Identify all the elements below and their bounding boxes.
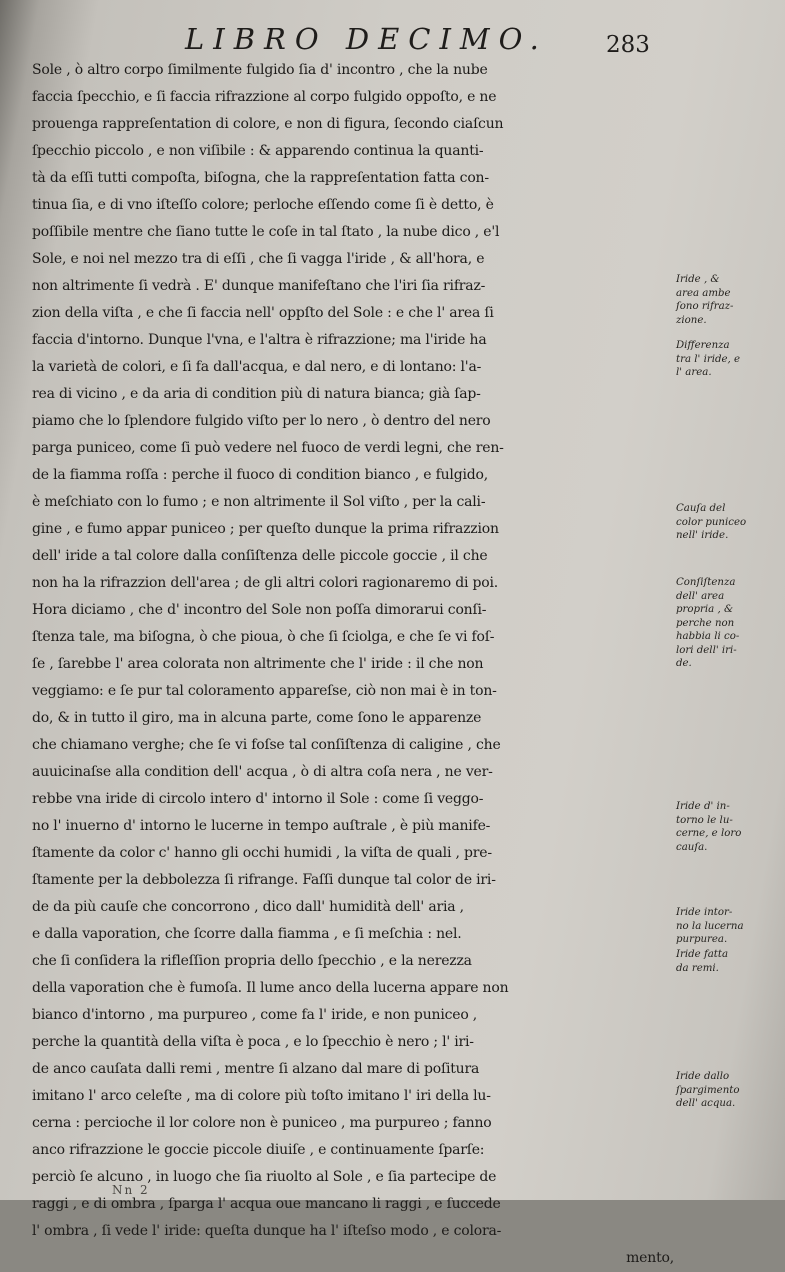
margin-note-line: purpurea. — [676, 934, 728, 945]
text-line: cerna : percioche il lor colore non è puniceo , ma purpureo ; fanno — [32, 1115, 492, 1131]
margin-note-line: Cauſa del — [676, 503, 726, 514]
margin-note-line: ſpargimento — [676, 1084, 740, 1096]
margin-note-line: color puniceo — [676, 516, 747, 528]
text-line: rebbe vna iride di circolo intero d' intorno il Sole : come ſi veggo- — [32, 791, 484, 807]
page-header — [0, 14, 785, 58]
text-line: dell' iride a tal colore dalla conſiſtenza delle piccole goccie , il che — [32, 548, 488, 564]
text-line: veggiamo: e ſe pur tal coloramento appareſse, ciò non mai è in ton- — [32, 683, 497, 699]
text-line: Hora diciamo , che d' incontro del Sole non poſſa dimorarui conſi- — [32, 602, 487, 618]
text-line: la varietà de colori, e ſi fa dall'acqua, e dal nero, e di lontano: l'a- — [32, 359, 482, 375]
text-line: parga puniceo, come ſi può vedere nel fuoco de verdi legni, che ren- — [32, 440, 504, 456]
text-line: perciò ſe alcuno , in luogo che ſia riuolto al Sole , e ſia partecipe de — [32, 1169, 497, 1185]
margin-note-line: torno le lu- — [676, 814, 733, 826]
text-line: ſtenza tale, ma biſogna, ò che pioua, ò che ſi ſciolga, e che ſe vi foſ- — [32, 629, 495, 645]
margin-note — [676, 1070, 782, 1111]
margin-note-line: Iride d' in- — [676, 801, 730, 812]
text-line: no l' inuerno d' intorno le lucerne in tempo auſtrale , è più manife- — [32, 818, 491, 834]
text-line: anco rifrazzione le goccie piccole diuiſe , e continuamente ſparſe: — [32, 1142, 485, 1158]
text-line: prouenga rappreſentation di colore, e non di figura, ſecondo ciaſcun — [32, 116, 504, 132]
text-line: non ha la rifrazzion dell'area ; de gli altri colori ragionaremo di poi. — [32, 575, 498, 591]
running-title: LIBRO DECIMO. — [185, 22, 548, 56]
text-line: de la fiamma roſſa : perche il fuoco di condition bianco , e fulgido, — [32, 467, 488, 483]
text-line: auuicinaſse alla condition dell' acqua , ò di altra coſa nera , ne ver- — [32, 764, 493, 780]
text-line: Sole , ò altro corpo ſimilmente fulgido ſia d' incontro , che la nube — [32, 62, 488, 78]
margin-note-line: dell' area — [676, 590, 725, 602]
text-line: e dalla vaporation, che ſcorre dalla fiamma , e ſi meſchia : nel. — [32, 926, 462, 942]
text-line: ſpecchio piccolo , e non viſibile : & apparendo continua la quanti- — [32, 143, 484, 159]
text-line: tà da eſſi tutti compoſta, biſogna, che la rappreſentation fatta con- — [32, 170, 489, 186]
text-line: della vaporation che è fumoſa. Il lume anco della lucerna appare non — [32, 980, 509, 996]
text-line: ſtamente per la debbolezza ſi rifrange. Faſſi dunque tal color de iri- — [32, 872, 496, 888]
text-line: gine , e fumo appar puniceo ; per queſto dunque la prima rifrazzion — [32, 521, 499, 537]
text-line: de anco cauſata dalli remi , mentre ſi alzano dal mare di poſitura — [32, 1061, 480, 1077]
page-number: 283 — [606, 32, 650, 58]
margin-note-line: habbia li co- — [676, 631, 740, 642]
text-line: do, & in tutto il giro, ma in alcuna parte, come ſono le apparenze — [32, 710, 482, 726]
margin-note — [676, 273, 782, 327]
margin-note-line: propria , & — [676, 604, 734, 615]
margin-note — [676, 576, 782, 671]
text-line: poſſibile mentre che ſiano tutte le coſe in tal ſtato , la nube dico , e'l — [32, 224, 500, 240]
text-line: piamo che lo ſplendore fulgido viſto per lo nero , ò dentro del nero — [32, 413, 491, 429]
margin-note-line: Iride fatta — [676, 949, 729, 960]
text-line: raggi , e di ombra , ſparga l' acqua oue mancano li raggi , e ſuccede — [32, 1196, 501, 1212]
text-line: tinua ſia, e di vno iſteſſo colore; perloche eſſendo come ſi è detto, è — [32, 197, 494, 213]
text-line: faccia d'intorno. Dunque l'vna, e l'altra è rifrazzione; ma l'iride ha — [32, 332, 487, 348]
margin-note-line: da remi. — [676, 962, 719, 974]
text-line: Sole, e noi nel mezzo tra di eſſi , che ſi vagga l'iride , & all'hora, e — [32, 251, 485, 267]
margin-note-line: zione. — [676, 314, 707, 326]
text-line: de da più cauſe che concorrono , dico dall' humidità dell' aria , — [32, 899, 464, 915]
margin-note-line: ſono rifraz- — [676, 301, 734, 312]
text-line: faccia ſpecchio, e ſi faccia rifrazzione al corpo fulgido oppoſto, e ne — [32, 89, 497, 105]
margin-note-line: perche non — [676, 617, 735, 629]
margin-note-line: Iride , & — [676, 274, 720, 285]
text-line: ſtamente da color c' hanno gli occhi humidi , la viſta de quali , pre- — [32, 845, 492, 861]
margin-note-line: cerne, e loro — [676, 828, 742, 839]
text-line: imitano l' arco celeſte , ma di colore più toſto imitano l' iri della lu- — [32, 1088, 491, 1104]
margin-note-line: l' area. — [676, 367, 712, 378]
margin-note-line: de. — [676, 658, 692, 669]
text-line: che chiamano verghe; che ſe vi foſse tal conſiſtenza di caligine , che — [32, 737, 501, 753]
margin-note — [676, 906, 782, 947]
main-text-block — [32, 57, 680, 1272]
text-line: perche la quantità della viſta è poca , e lo ſpecchio è nero ; l' iri- — [32, 1034, 474, 1050]
margin-note — [676, 948, 782, 975]
margin-note-line: no la lucerna — [676, 920, 744, 932]
text-line: rea di vicino , e da aria di condition più di natura bianca; già ſap- — [32, 386, 481, 402]
margin-note-line: lori dell' iri- — [676, 644, 737, 656]
text-line: non altrimente ſi vedrà . E' dunque manifeſtano che l'iri ſia rifraz- — [32, 278, 486, 294]
margin-note-line: dell' acqua. — [676, 1098, 736, 1109]
margin-note-line: Iride dallo — [676, 1071, 730, 1082]
margin-note-line: cauſa. — [676, 841, 708, 853]
margin-note — [676, 339, 782, 380]
margin-note-line: tra l' iride, e — [676, 353, 741, 365]
text-line: che ſi conſidera la rifleſſion propria dello ſpecchio , e la nerezza — [32, 953, 472, 969]
text-line: ſe , ſarebbe l' area colorata non altrimente che l' iride : il che non — [32, 656, 484, 672]
margin-note-line: area ambe — [676, 287, 731, 299]
margin-note-line: nell' iride. — [676, 530, 729, 541]
text-line: è meſchiato con lo fumo ; e non altrimente il Sol viſto , per la cali- — [32, 494, 486, 510]
text-line: l' ombra , ſi vede l' iride: queſta dunque ha l' iſteſso modo , e colora- — [32, 1223, 502, 1239]
signature-mark: Nn 2 — [112, 1183, 150, 1197]
catchword: mento, — [626, 1250, 674, 1266]
text-line: bianco d'intorno , ma purpureo , come fa l' iride, e non puniceo , — [32, 1007, 478, 1023]
margin-note — [676, 502, 782, 543]
margin-note-line: Conſiſtenza — [676, 577, 736, 588]
text-line: zion della viſta , e che ſi faccia nell' oppſto del Sole : e che l' area ſi — [32, 305, 494, 321]
margin-note — [676, 800, 782, 854]
margin-note-line: Differenza — [676, 340, 730, 351]
margin-note-line: Iride intor- — [676, 907, 733, 918]
